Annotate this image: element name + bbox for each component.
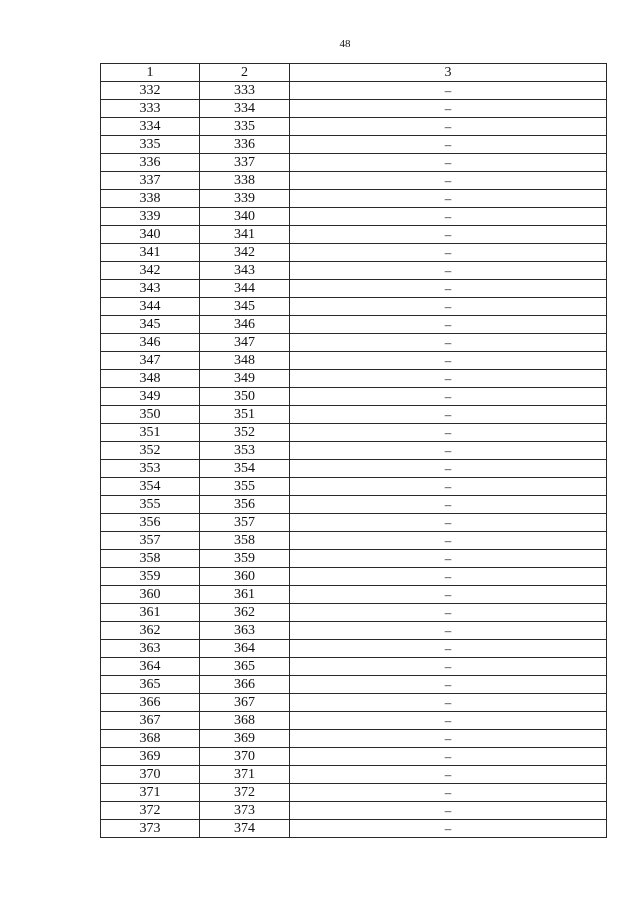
table-cell-col-3: –: [290, 802, 607, 820]
table-row: [101, 460, 607, 478]
table-cell-col-3: –: [290, 172, 607, 190]
table-row: [101, 316, 607, 334]
table-row: [101, 118, 607, 136]
table-cell-col-3: –: [290, 406, 607, 424]
table-cell-col-2: 348: [200, 352, 290, 370]
table-cell-col-3: –: [290, 136, 607, 154]
table-row: [101, 766, 607, 784]
table-cell-col-2: 358: [200, 532, 290, 550]
table-cell-col-2: 359: [200, 550, 290, 568]
table-cell-col-3: –: [290, 676, 607, 694]
table-cell-col-1: 368: [101, 730, 200, 748]
table-cell-col-2: 350: [200, 388, 290, 406]
table-row: [101, 514, 607, 532]
table-cell-col-2: 363: [200, 622, 290, 640]
table-cell-col-3: –: [290, 298, 607, 316]
table-cell-col-2: 338: [200, 172, 290, 190]
table-cell-col-3: –: [290, 460, 607, 478]
table-cell-col-3: –: [290, 154, 607, 172]
table-row: [101, 190, 607, 208]
table-cell-col-2: 346: [200, 316, 290, 334]
table-cell-col-3: –: [290, 622, 607, 640]
table-cell-col-3: –: [290, 442, 607, 460]
table-cell-col-1: 371: [101, 784, 200, 802]
table-row: [101, 82, 607, 100]
table-cell-col-3: –: [290, 226, 607, 244]
table-row: [101, 820, 607, 838]
table-cell-col-1: 344: [101, 298, 200, 316]
table-cell-col-1: 367: [101, 712, 200, 730]
table-cell-col-1: 353: [101, 460, 200, 478]
table-cell-col-1: 360: [101, 586, 200, 604]
table-cell-col-2: 357: [200, 514, 290, 532]
table-cell-col-2: 371: [200, 766, 290, 784]
table-row: [101, 136, 607, 154]
table-cell-col-3: –: [290, 118, 607, 136]
table-cell-col-1: 370: [101, 766, 200, 784]
table-row: [101, 730, 607, 748]
table-cell-col-2: 369: [200, 730, 290, 748]
table-cell-col-1: 332: [101, 82, 200, 100]
table-cell-col-2: 372: [200, 784, 290, 802]
table-cell-col-3: –: [290, 568, 607, 586]
table-cell-col-2: 367: [200, 694, 290, 712]
table-cell-col-1: 356: [101, 514, 200, 532]
column-header-1: 1: [101, 64, 200, 82]
table-row: [101, 298, 607, 316]
table-cell-col-2: 351: [200, 406, 290, 424]
table-row: [101, 388, 607, 406]
table-cell-col-3: –: [290, 190, 607, 208]
table-cell-col-2: 345: [200, 298, 290, 316]
table-row: [101, 280, 607, 298]
table-row: [101, 568, 607, 586]
table-cell-col-2: 366: [200, 676, 290, 694]
table-cell-col-3: –: [290, 280, 607, 298]
table-cell-col-3: –: [290, 586, 607, 604]
table-row: [101, 370, 607, 388]
table-cell-col-3: –: [290, 316, 607, 334]
table-cell-col-3: –: [290, 694, 607, 712]
table-cell-col-3: –: [290, 352, 607, 370]
table-row: [101, 694, 607, 712]
table-cell-col-1: 334: [101, 118, 200, 136]
table-cell-col-3: –: [290, 514, 607, 532]
table-cell-col-2: 361: [200, 586, 290, 604]
table-cell-col-1: 336: [101, 154, 200, 172]
table-cell-col-3: –: [290, 100, 607, 118]
page-number: 48: [339, 38, 351, 50]
table-cell-col-1: 338: [101, 190, 200, 208]
table-cell-col-2: 356: [200, 496, 290, 514]
table-cell-col-1: 345: [101, 316, 200, 334]
table-cell-col-1: 341: [101, 244, 200, 262]
table-cell-col-2: 341: [200, 226, 290, 244]
table-row: [101, 640, 607, 658]
table-row: [101, 622, 607, 640]
table-cell-col-2: 374: [200, 820, 290, 838]
table-cell-col-3: –: [290, 244, 607, 262]
table-cell-col-2: 360: [200, 568, 290, 586]
table-cell-col-2: 340: [200, 208, 290, 226]
table-cell-col-3: –: [290, 532, 607, 550]
table-row: [101, 352, 607, 370]
table-cell-col-1: 342: [101, 262, 200, 280]
table-cell-col-1: 357: [101, 532, 200, 550]
table-row: [101, 424, 607, 442]
table-cell-col-3: –: [290, 208, 607, 226]
table-cell-col-2: 373: [200, 802, 290, 820]
table-cell-col-1: 354: [101, 478, 200, 496]
table-cell-col-1: 358: [101, 550, 200, 568]
table-cell-col-3: –: [290, 820, 607, 838]
table-row: [101, 604, 607, 622]
table-cell-col-3: –: [290, 730, 607, 748]
table-row: [101, 208, 607, 226]
table-cell-col-2: 347: [200, 334, 290, 352]
table-cell-col-3: –: [290, 496, 607, 514]
table-cell-col-2: 349: [200, 370, 290, 388]
table-cell-col-2: 368: [200, 712, 290, 730]
table-cell-col-1: 369: [101, 748, 200, 766]
table-cell-col-2: 339: [200, 190, 290, 208]
table-row: [101, 244, 607, 262]
table-row: [101, 478, 607, 496]
table-row: [101, 748, 607, 766]
table-row: [101, 676, 607, 694]
table-cell-col-2: 353: [200, 442, 290, 460]
table-header-row: [101, 64, 607, 82]
table-cell-col-3: –: [290, 784, 607, 802]
table-cell-col-2: 333: [200, 82, 290, 100]
table-cell-col-1: 366: [101, 694, 200, 712]
table-cell-col-2: 334: [200, 100, 290, 118]
table-row: [101, 550, 607, 568]
table-cell-col-1: 362: [101, 622, 200, 640]
table-cell-col-3: –: [290, 478, 607, 496]
table-row: [101, 712, 607, 730]
table-cell-col-3: –: [290, 370, 607, 388]
table-cell-col-2: 336: [200, 136, 290, 154]
table-cell-col-3: –: [290, 388, 607, 406]
table-cell-col-3: –: [290, 334, 607, 352]
table-cell-col-1: 346: [101, 334, 200, 352]
table-cell-col-3: –: [290, 748, 607, 766]
table-cell-col-1: 359: [101, 568, 200, 586]
table-cell-col-2: 365: [200, 658, 290, 676]
table-row: [101, 442, 607, 460]
table-cell-col-2: 355: [200, 478, 290, 496]
table-cell-col-1: 363: [101, 640, 200, 658]
table-cell-col-3: –: [290, 712, 607, 730]
table-cell-col-1: 372: [101, 802, 200, 820]
table-cell-col-1: 350: [101, 406, 200, 424]
table-cell-col-1: 339: [101, 208, 200, 226]
table-cell-col-3: –: [290, 640, 607, 658]
table-row: [101, 154, 607, 172]
table-cell-col-2: 370: [200, 748, 290, 766]
table-row: [101, 100, 607, 118]
table-cell-col-1: 361: [101, 604, 200, 622]
table-row: [101, 334, 607, 352]
table-cell-col-2: 362: [200, 604, 290, 622]
table-cell-col-2: 343: [200, 262, 290, 280]
table-cell-col-1: 355: [101, 496, 200, 514]
table-row: [101, 658, 607, 676]
table-cell-col-1: 337: [101, 172, 200, 190]
table-cell-col-1: 335: [101, 136, 200, 154]
table-row: [101, 496, 607, 514]
table-row: [101, 262, 607, 280]
table-row: [101, 586, 607, 604]
table-cell-col-3: –: [290, 766, 607, 784]
table-row: [101, 784, 607, 802]
table-cell-col-1: 349: [101, 388, 200, 406]
table-cell-col-1: 365: [101, 676, 200, 694]
table-cell-col-3: –: [290, 604, 607, 622]
table-cell-col-3: –: [290, 82, 607, 100]
table-row: [101, 226, 607, 244]
table-cell-col-1: 352: [101, 442, 200, 460]
table-row: [101, 532, 607, 550]
table-row: [101, 406, 607, 424]
table-cell-col-1: 373: [101, 820, 200, 838]
table-cell-col-2: 337: [200, 154, 290, 172]
table-cell-col-2: 344: [200, 280, 290, 298]
table-cell-col-2: 364: [200, 640, 290, 658]
data-table: [100, 63, 607, 838]
table-cell-col-1: 333: [101, 100, 200, 118]
column-header-2: 2: [200, 64, 290, 82]
table-cell-col-3: –: [290, 658, 607, 676]
table-cell-col-1: 348: [101, 370, 200, 388]
table-cell-col-1: 364: [101, 658, 200, 676]
table-cell-col-1: 340: [101, 226, 200, 244]
table-cell-col-2: 342: [200, 244, 290, 262]
column-header-3: 3: [290, 64, 607, 82]
table-cell-col-1: 351: [101, 424, 200, 442]
table-body: [101, 82, 607, 838]
table-cell-col-2: 335: [200, 118, 290, 136]
table-cell-col-1: 343: [101, 280, 200, 298]
table-row: [101, 802, 607, 820]
table-cell-col-3: –: [290, 262, 607, 280]
table-row: [101, 172, 607, 190]
table-cell-col-1: 347: [101, 352, 200, 370]
table-cell-col-3: –: [290, 550, 607, 568]
table-cell-col-3: –: [290, 424, 607, 442]
table-cell-col-2: 352: [200, 424, 290, 442]
table-cell-col-2: 354: [200, 460, 290, 478]
